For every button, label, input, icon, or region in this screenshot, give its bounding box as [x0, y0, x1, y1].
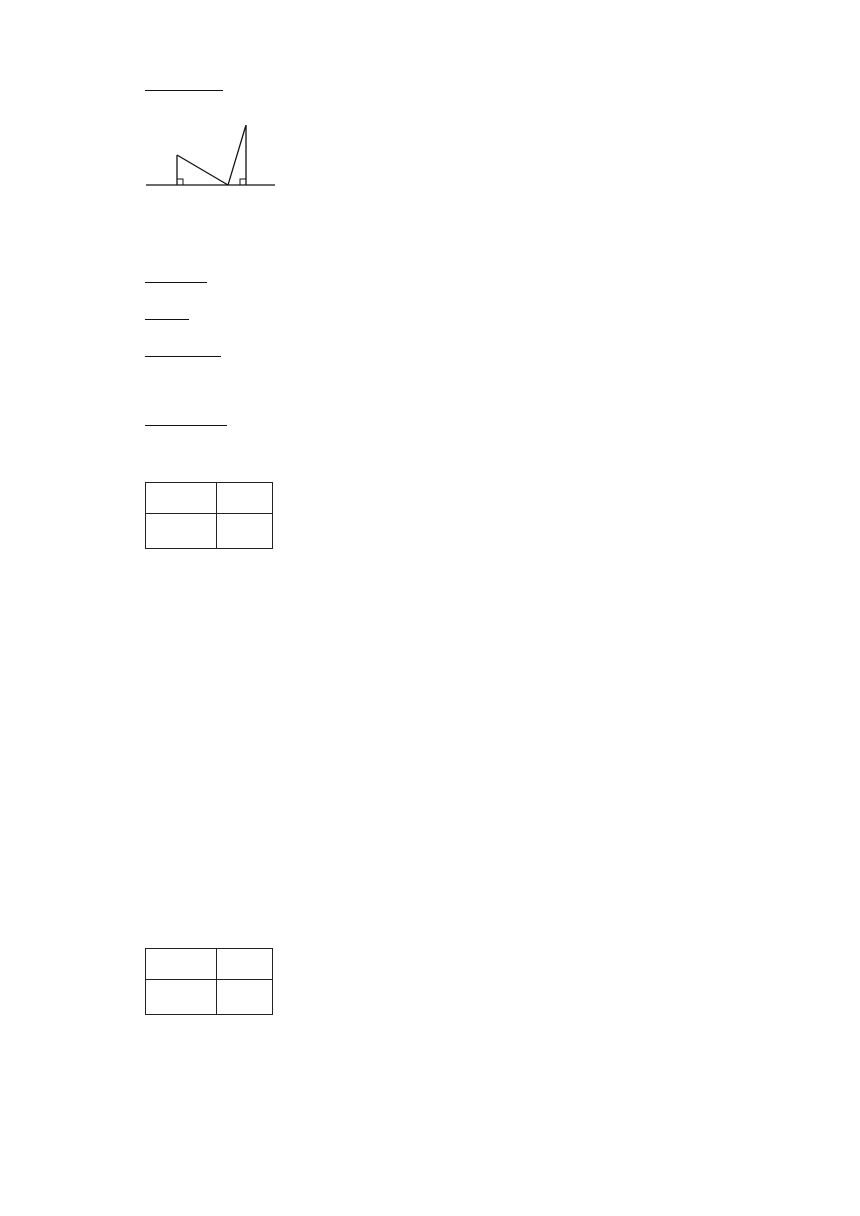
reviewer-header [146, 949, 217, 980]
score-table-1 [145, 482, 273, 549]
q14-answer-blank[interactable] [145, 305, 189, 320]
score-header [217, 949, 273, 980]
q12-answer-blank[interactable] [145, 76, 223, 91]
q14-line [145, 305, 189, 326]
reviewer-cell[interactable] [146, 514, 217, 549]
coordinate-grid-figure [140, 598, 380, 830]
q13-answer-blank[interactable] [145, 268, 207, 283]
score-table-2 [145, 948, 273, 1015]
q16-line2 [145, 411, 227, 432]
score-header [217, 483, 273, 514]
q15-line [145, 342, 221, 363]
q15-answer-blank[interactable] [145, 342, 221, 357]
q16-answer-blank[interactable] [145, 411, 227, 426]
reviewer-header [146, 483, 217, 514]
q12-tail [145, 76, 223, 97]
score-cell[interactable] [217, 980, 273, 1015]
q12-figure [140, 105, 290, 205]
score-cell[interactable] [217, 514, 273, 549]
q13-line2 [145, 268, 207, 289]
reviewer-cell[interactable] [146, 980, 217, 1015]
